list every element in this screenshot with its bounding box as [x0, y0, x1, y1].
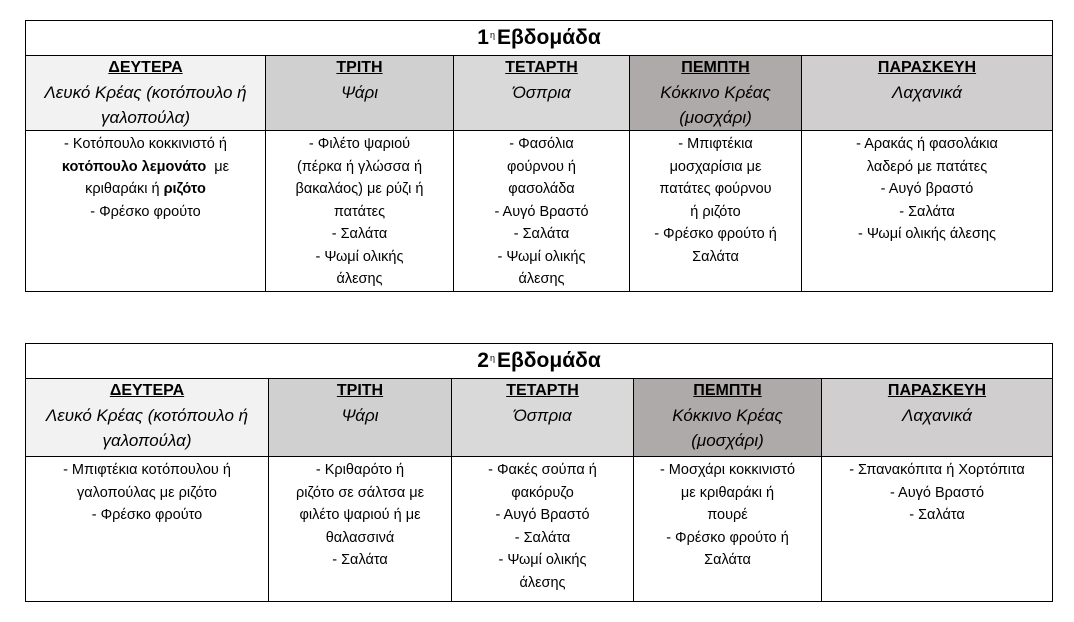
header-tuesday [266, 56, 454, 131]
header-friday [802, 56, 1053, 131]
day-name: ΤΕΤΑΡΤΗ [505, 59, 578, 76]
food-category: Κόκκινο Κρέας (μοσχάρι) [672, 406, 783, 450]
menu-line [638, 459, 817, 482]
header-monday [26, 56, 266, 131]
menu-text: - Φρέσκο φρούτο ή [666, 529, 789, 546]
menu-line [270, 201, 449, 224]
menu-text: θαλασσινά [325, 529, 395, 546]
day-name: ΠΕΜΠΤΗ [681, 59, 750, 76]
menu-text: - Σαλάτα [332, 552, 388, 568]
menu-text: - Ψωμί ολικής [497, 248, 586, 265]
menu-line [30, 156, 261, 179]
menu-line [273, 482, 447, 505]
day-name: ΠΑΡΑΣΚΕΥΗ [877, 59, 977, 76]
menu-line [270, 246, 449, 269]
header-monday [26, 379, 269, 457]
menu-line [458, 223, 625, 246]
menu-text: με κριθαράκι ή [680, 484, 775, 501]
menu-line [634, 201, 797, 224]
menu-thursday [630, 131, 802, 292]
menu-line [273, 527, 447, 550]
menu-line [456, 482, 629, 505]
menu-line [270, 268, 449, 291]
menu-text: - Σαλάτα [331, 226, 388, 242]
menu-monday [26, 131, 266, 292]
menu-text: - Μπιφτέκια [678, 136, 753, 152]
menu-line [458, 201, 625, 224]
menu-monday [26, 457, 269, 602]
menu-text: - Φρέσκο φρούτο [90, 203, 201, 220]
menu-text: άλεσης [518, 271, 565, 287]
food-category: Όσπρια [513, 406, 572, 425]
header-friday [822, 379, 1053, 457]
day-name: ΠΕΜΠΤΗ [693, 382, 762, 399]
day-name: ΤΡΙΤΗ [336, 382, 384, 399]
food-category: Λαχανικά [892, 83, 962, 102]
menu-line [30, 459, 264, 482]
menu-line [456, 459, 629, 482]
menu-text: φακόρυζο [511, 484, 574, 501]
menu-text: - Σαλάτα [899, 203, 955, 220]
menu-text: - Αρακάς ή φασολάκια [856, 136, 998, 152]
menu-line [826, 504, 1048, 527]
menu-text: - Σπανακόπιτα ή Χορτόπιτα [849, 462, 1025, 478]
menu-line [458, 156, 625, 179]
menu-line [806, 201, 1048, 224]
menu-text: Σαλάτα [704, 552, 751, 568]
menu-text: γαλοπούλας με ριζότο [77, 484, 217, 501]
day-name: ΔΕΥΤΕΡΑ [108, 59, 183, 76]
menu-text-bold: ριζότο [163, 181, 206, 197]
day-name: ΤΡΙΤΗ [336, 59, 383, 76]
menu-line [458, 178, 625, 201]
menu-line [806, 156, 1048, 179]
day-name: ΔΕΥΤΕΡΑ [109, 382, 185, 399]
menu-text: - Φρέσκο φρούτο ή [654, 226, 777, 242]
menu-text: πατάτες [333, 203, 386, 220]
menu-line [826, 459, 1048, 482]
food-category: Λευκό Κρέας (κοτόπουλο ή γαλοπούλα) [45, 406, 249, 450]
menu-line [456, 504, 629, 527]
menu-text: φιλέτο ψαριού ή με [299, 507, 421, 523]
day-name: ΤΕΤΑΡΤΗ [506, 382, 579, 399]
menu-text: - Μπιφτέκια κοτόπουλου ή [63, 462, 231, 478]
day-header-row [26, 379, 1053, 457]
menu-line [634, 178, 797, 201]
menu-line [30, 133, 261, 156]
menu-line [458, 268, 625, 291]
menu-line [806, 133, 1048, 156]
menu-line [273, 504, 447, 527]
menu-line [634, 133, 797, 156]
day-header-row [26, 56, 1053, 131]
menu-line [30, 201, 261, 224]
week-label: Εβδομάδα [496, 26, 601, 49]
header-tuesday [269, 379, 452, 457]
menu-line [634, 156, 797, 179]
week-title [26, 344, 1053, 379]
menu-line [270, 178, 449, 201]
menu-text: - Φρέσκο φρούτο [91, 507, 203, 523]
menu-text: πουρέ [707, 507, 748, 523]
menu-text: φασολάδα [508, 181, 575, 197]
menu-line [806, 223, 1048, 246]
menu-text: άλεσης [519, 574, 566, 591]
menu-text: ριζότο σε σάλτσα με [295, 484, 425, 501]
menu-line [30, 178, 261, 201]
day-name: ΠΑΡΑΣΚΕΥΗ [887, 382, 987, 399]
menu-text: - Ψωμί ολικής [498, 552, 587, 568]
menu-text: λαδερό με πατάτες [866, 158, 988, 175]
week-label: Εβδομάδα [496, 349, 601, 372]
header-wednesday [452, 379, 634, 457]
menu-text: - Αυγό Βραστό [494, 203, 589, 220]
menu-text: - Κοτόπουλο κοκκινιστό ή [64, 136, 227, 152]
menu-text: - Μοσχάρι κοκκινιστό [659, 462, 796, 478]
menu-line [456, 572, 629, 595]
menu-line [806, 178, 1048, 201]
menu-tuesday [269, 457, 452, 602]
menu-thursday [634, 457, 822, 602]
menu-text: - Αυγό βραστό [880, 181, 974, 197]
food-category: Ψάρι [341, 406, 379, 425]
menu-text: - Φασόλια [509, 136, 574, 152]
week-title-row [26, 344, 1053, 379]
menu-line [456, 527, 629, 550]
menu-friday [822, 457, 1053, 602]
food-category: Όσπρια [512, 83, 571, 102]
menu-line [638, 504, 817, 527]
menu-line [270, 223, 449, 246]
menu-text: βακαλάος) με ρύζι ή [295, 181, 424, 197]
menu-text: - Σαλάτα [513, 226, 570, 242]
menu-text: ή ριζότο [690, 203, 741, 220]
menu-line [458, 246, 625, 269]
menu-text: - Αυγό Βραστό [889, 484, 985, 501]
menu-line [270, 133, 449, 156]
menu-line [638, 549, 817, 572]
menu-text: - Κριθαρότο ή [315, 462, 405, 478]
week-title [26, 21, 1053, 56]
header-thursday [634, 379, 822, 457]
menu-text: - Αυγό Βραστό [495, 507, 590, 523]
menu-text-bold: κοτόπουλο λεμονάτο [61, 158, 207, 175]
menu-text: Σαλάτα [692, 248, 739, 265]
menu-text: - Ψωμί ολικής άλεσης [857, 226, 997, 242]
menu-line [273, 459, 447, 482]
week-number: 2 [477, 349, 489, 372]
menu-text: μοσχαρίσια με [669, 158, 762, 175]
menu-text: - Φακές σούπα ή [488, 462, 597, 478]
menu-text: (πέρκα ή γλώσσα ή [296, 158, 423, 175]
menu-line [273, 549, 447, 572]
menu-line [456, 549, 629, 572]
food-category: Κόκκινο Κρέας (μοσχάρι) [660, 83, 771, 127]
menu-text: πατάτες φούρνου [659, 181, 772, 197]
week-2-table [25, 343, 1053, 602]
food-category: Λαχανικά [902, 406, 972, 425]
week-title-row [26, 21, 1053, 56]
menu-text: - Σαλάτα [514, 529, 571, 546]
menu-wednesday [454, 131, 630, 292]
menu-row [26, 457, 1053, 602]
ordinal-suffix: η [489, 353, 495, 363]
menu-tuesday [266, 131, 454, 292]
food-category: Λευκό Κρέας (κοτόπουλο ή γαλοπούλα) [44, 83, 247, 127]
menu-wednesday [452, 457, 634, 602]
week-number: 1 [477, 26, 489, 49]
menu-line [826, 482, 1048, 505]
menu-line [638, 482, 817, 505]
menu-text: - Φιλέτο ψαριού [308, 136, 411, 152]
header-thursday [630, 56, 802, 131]
menu-text: με [206, 158, 230, 175]
menu-line [634, 246, 797, 269]
menu-text: - Σαλάτα [909, 507, 965, 523]
menu-line [30, 482, 264, 505]
menu-row [26, 131, 1053, 292]
menu-friday [802, 131, 1053, 292]
menu-text: άλεσης [336, 271, 383, 287]
menu-line [458, 133, 625, 156]
menu-line [30, 504, 264, 527]
week-1-table [25, 20, 1053, 292]
menu-text: κριθαράκι ή [85, 181, 164, 197]
menu-text: - Ψωμί ολικής [315, 248, 404, 265]
food-category: Ψάρι [341, 83, 378, 102]
menu-line [634, 223, 797, 246]
ordinal-suffix: η [489, 30, 495, 40]
menu-text: φούρνου ή [507, 158, 576, 175]
header-wednesday [454, 56, 630, 131]
menu-line [270, 156, 449, 179]
menu-line [638, 527, 817, 550]
